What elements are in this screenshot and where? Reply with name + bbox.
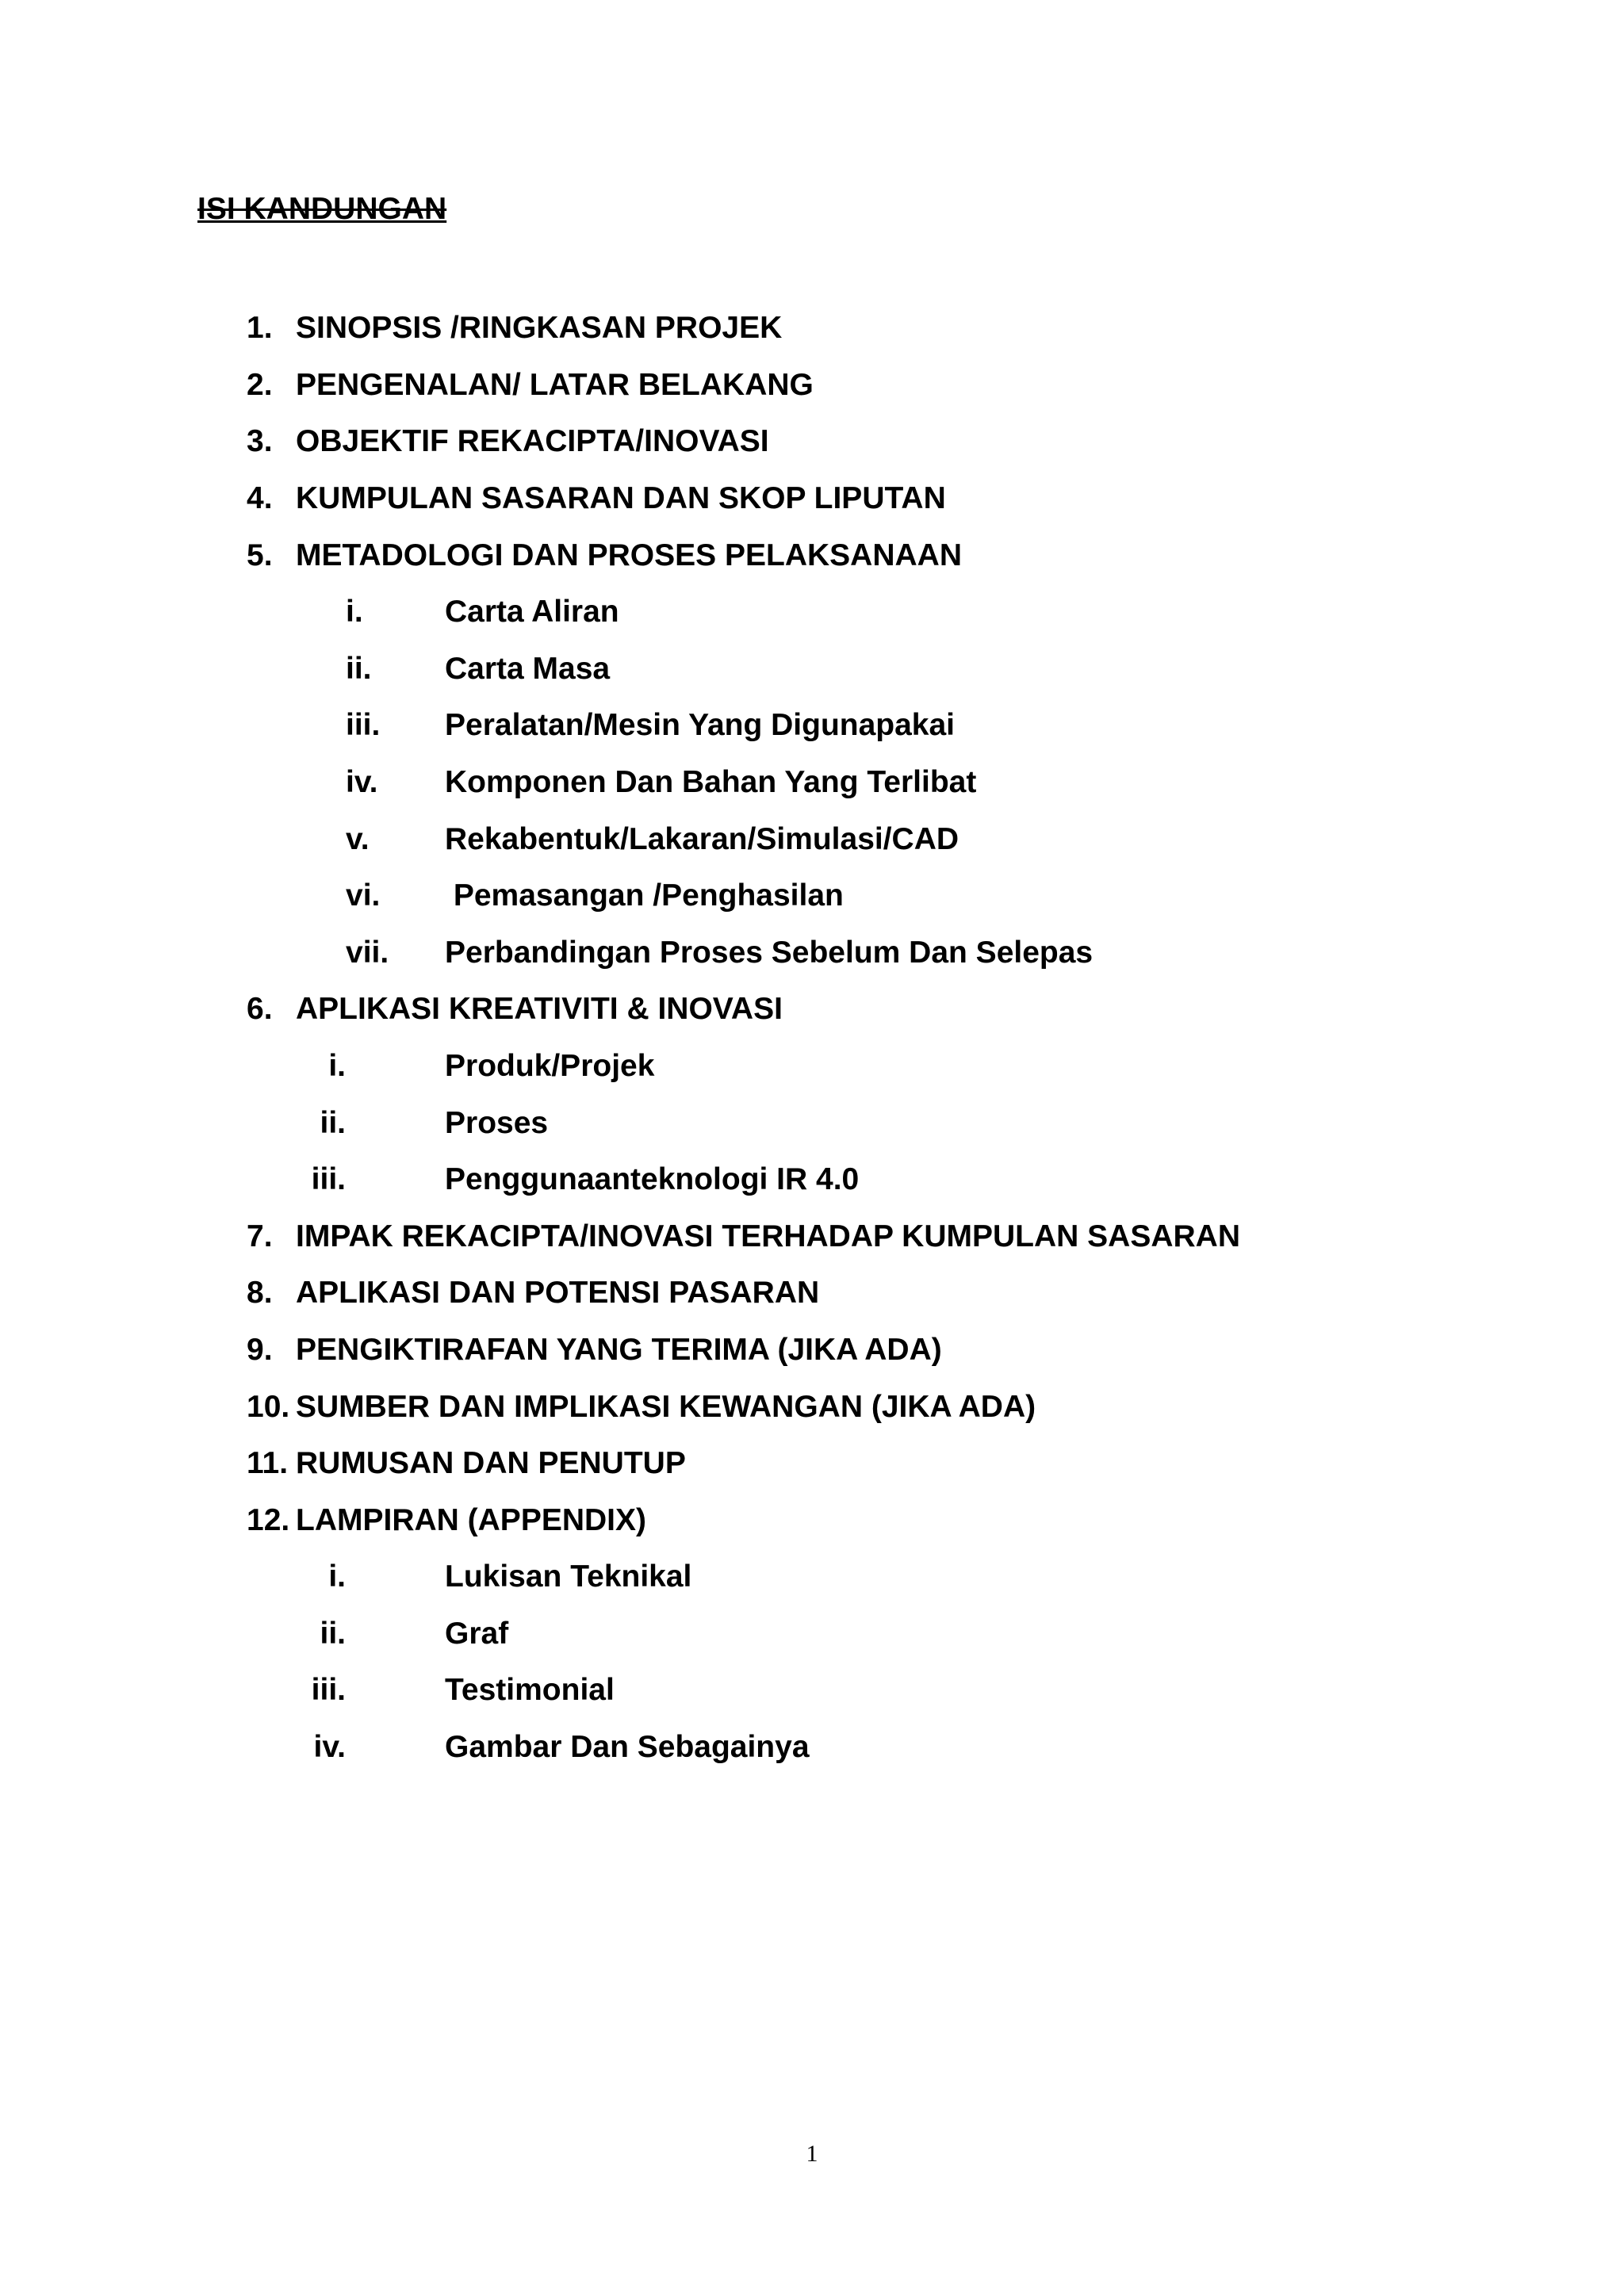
toc-subitem-numeral: iv.: [346, 765, 378, 799]
toc-subitem-text: Peralatan/Mesin Yang Digunapakai: [445, 708, 956, 742]
toc-subitem-text: Produk/Projek: [445, 1049, 655, 1083]
toc-subitem-text: Proses: [445, 1106, 549, 1140]
page-number: 1: [806, 2141, 818, 2167]
page-title: ISI KANDUNGAN: [197, 192, 447, 226]
toc-subitem-text: Rekabentuk/Lakaran/Simulasi/CAD: [445, 822, 959, 856]
toc-subitem-numeral: iii.: [311, 1673, 346, 1707]
toc-subitem-text: Komponen Dan Bahan Yang Terlibat: [445, 765, 977, 799]
toc-subitem-text: Penggunaanteknologi IR 4.0: [445, 1162, 860, 1196]
toc-item-text: KUMPULAN SASARAN DAN SKOP LIPUTAN: [296, 481, 946, 515]
toc-item-number: 1.: [247, 311, 273, 345]
toc-subitem-text: Lukisan Teknikal: [445, 1559, 692, 1594]
toc-subitem-numeral: iv.: [313, 1730, 346, 1764]
toc-item-text: APLIKASI DAN POTENSI PASARAN: [296, 1276, 820, 1310]
toc-subitem-numeral: ii.: [320, 1106, 346, 1140]
toc-item-number: 7.: [247, 1219, 273, 1253]
toc-item-number: 6.: [247, 992, 273, 1026]
toc-item-number: 8.: [247, 1276, 273, 1310]
toc-subitem-numeral: v.: [346, 822, 370, 856]
toc-subitem-numeral: i.: [346, 595, 363, 629]
toc-item-number: 11.: [247, 1446, 289, 1480]
toc-subitem-text: Testimonial: [445, 1673, 615, 1707]
toc-item-text: APLIKASI KREATIVITI & INOVASI: [296, 992, 783, 1026]
toc-subitem-numeral: vi.: [346, 878, 381, 913]
toc-subitem-text: Gambar Dan Sebagainya: [445, 1730, 810, 1764]
toc-subitem-numeral: ii.: [320, 1617, 346, 1651]
toc-item-text: SUMBER DAN IMPLIKASI KEWANGAN (JIKA ADA): [296, 1390, 1036, 1424]
toc-item-text: METADOLOGI DAN PROSES PELAKSANAAN: [296, 538, 962, 572]
toc-item-number: 4.: [247, 481, 273, 515]
toc-item-number: 10.: [247, 1390, 290, 1424]
toc-item-number: 3.: [247, 424, 273, 458]
toc-subitem-numeral: ii.: [346, 652, 372, 686]
toc-item-text: IMPAK REKACIPTA/INOVASI TERHADAP KUMPULAN SASARAN: [296, 1219, 1240, 1253]
toc-subitem-numeral: iii.: [311, 1162, 346, 1196]
toc-item-text: LAMPIRAN (APPENDIX): [296, 1503, 647, 1537]
toc-subitem-text: Pemasangan /Penghasilan: [445, 878, 844, 913]
toc-item-number: 2.: [247, 368, 273, 402]
toc-subitem-numeral: vii.: [346, 936, 389, 970]
toc-item-text: PENGIKTIRAFAN YANG TERIMA (JIKA ADA): [296, 1333, 942, 1367]
toc-subitem-text: Graf: [445, 1617, 509, 1651]
toc-item-number: 9.: [247, 1333, 273, 1367]
toc-item-text: RUMUSAN DAN PENUTUP: [296, 1446, 686, 1480]
toc-item-number: 5.: [247, 538, 273, 572]
toc-subitem-text: Perbandingan Proses Sebelum Dan Selepas: [445, 936, 1094, 970]
toc-subitem-numeral: i.: [328, 1559, 346, 1594]
toc-item-text: SINOPSIS /RINGKASAN PROJEK: [296, 311, 783, 345]
toc-item-text: PENGENALAN/ LATAR BELAKANG: [296, 368, 814, 402]
toc-item-text: OBJEKTIF REKACIPTA/INOVASI: [296, 424, 769, 458]
toc-subitem-text: Carta Masa: [445, 652, 611, 686]
toc-subitem-numeral: iii.: [346, 708, 381, 742]
toc-item-number: 12.: [247, 1503, 290, 1537]
toc-subitem-numeral: i.: [328, 1049, 346, 1083]
toc-subitem-text: Carta Aliran: [445, 595, 619, 629]
